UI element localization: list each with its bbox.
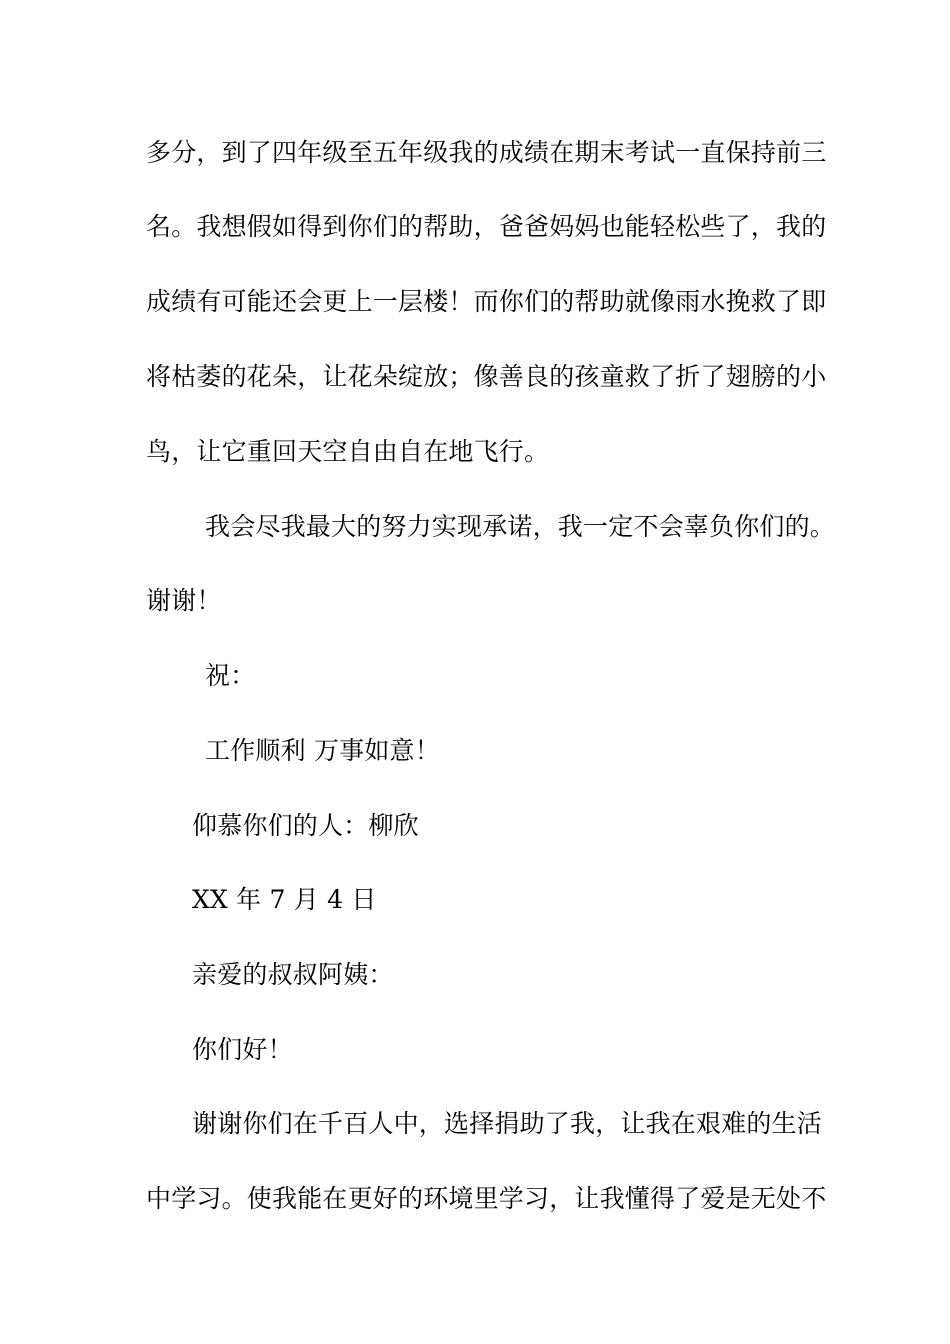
- wish-text: 工作顺利 万事如意！: [205, 736, 440, 765]
- promise-line: 我会尽我最大的努力实现承诺，我一定不会辜负你们的。: [205, 512, 836, 541]
- salutation-line: 亲爱的叔叔阿姨：: [192, 960, 394, 989]
- signature-line: 仰慕你们的人：柳欣: [192, 811, 419, 840]
- letter-body-line-2: 中学习。使我能在更好的环境里学习，让我懂得了爱是无处不: [146, 1184, 827, 1213]
- greeting-line: 你们好！: [192, 1035, 293, 1064]
- paragraph-line-1: 多分，到了四年级至五年级我的成绩在期末考试一直保持前三: [146, 138, 827, 167]
- paragraph-line-2: 名。我想假如得到你们的帮助，爸爸妈妈也能轻松些了，我的: [146, 212, 827, 241]
- thanks-line: 谢谢！: [146, 586, 222, 615]
- paragraph-line-5: 鸟，让它重回天空自由自在地飞行。: [146, 437, 550, 466]
- paragraph-line-4: 将枯萎的花朵，让花朵绽放；像善良的孩童救了折了翅膀的小: [146, 362, 827, 391]
- letter-body-line-1: 谢谢你们在千百人中，选择捐助了我，让我在艰难的生活: [192, 1109, 823, 1138]
- wish-heading: 祝：: [205, 661, 256, 690]
- date-line: XX 年 7 月 4 日: [192, 885, 377, 914]
- paragraph-line-3: 成绩有可能还会更上一层楼！而你们的帮助就像雨水挽救了即: [146, 287, 827, 316]
